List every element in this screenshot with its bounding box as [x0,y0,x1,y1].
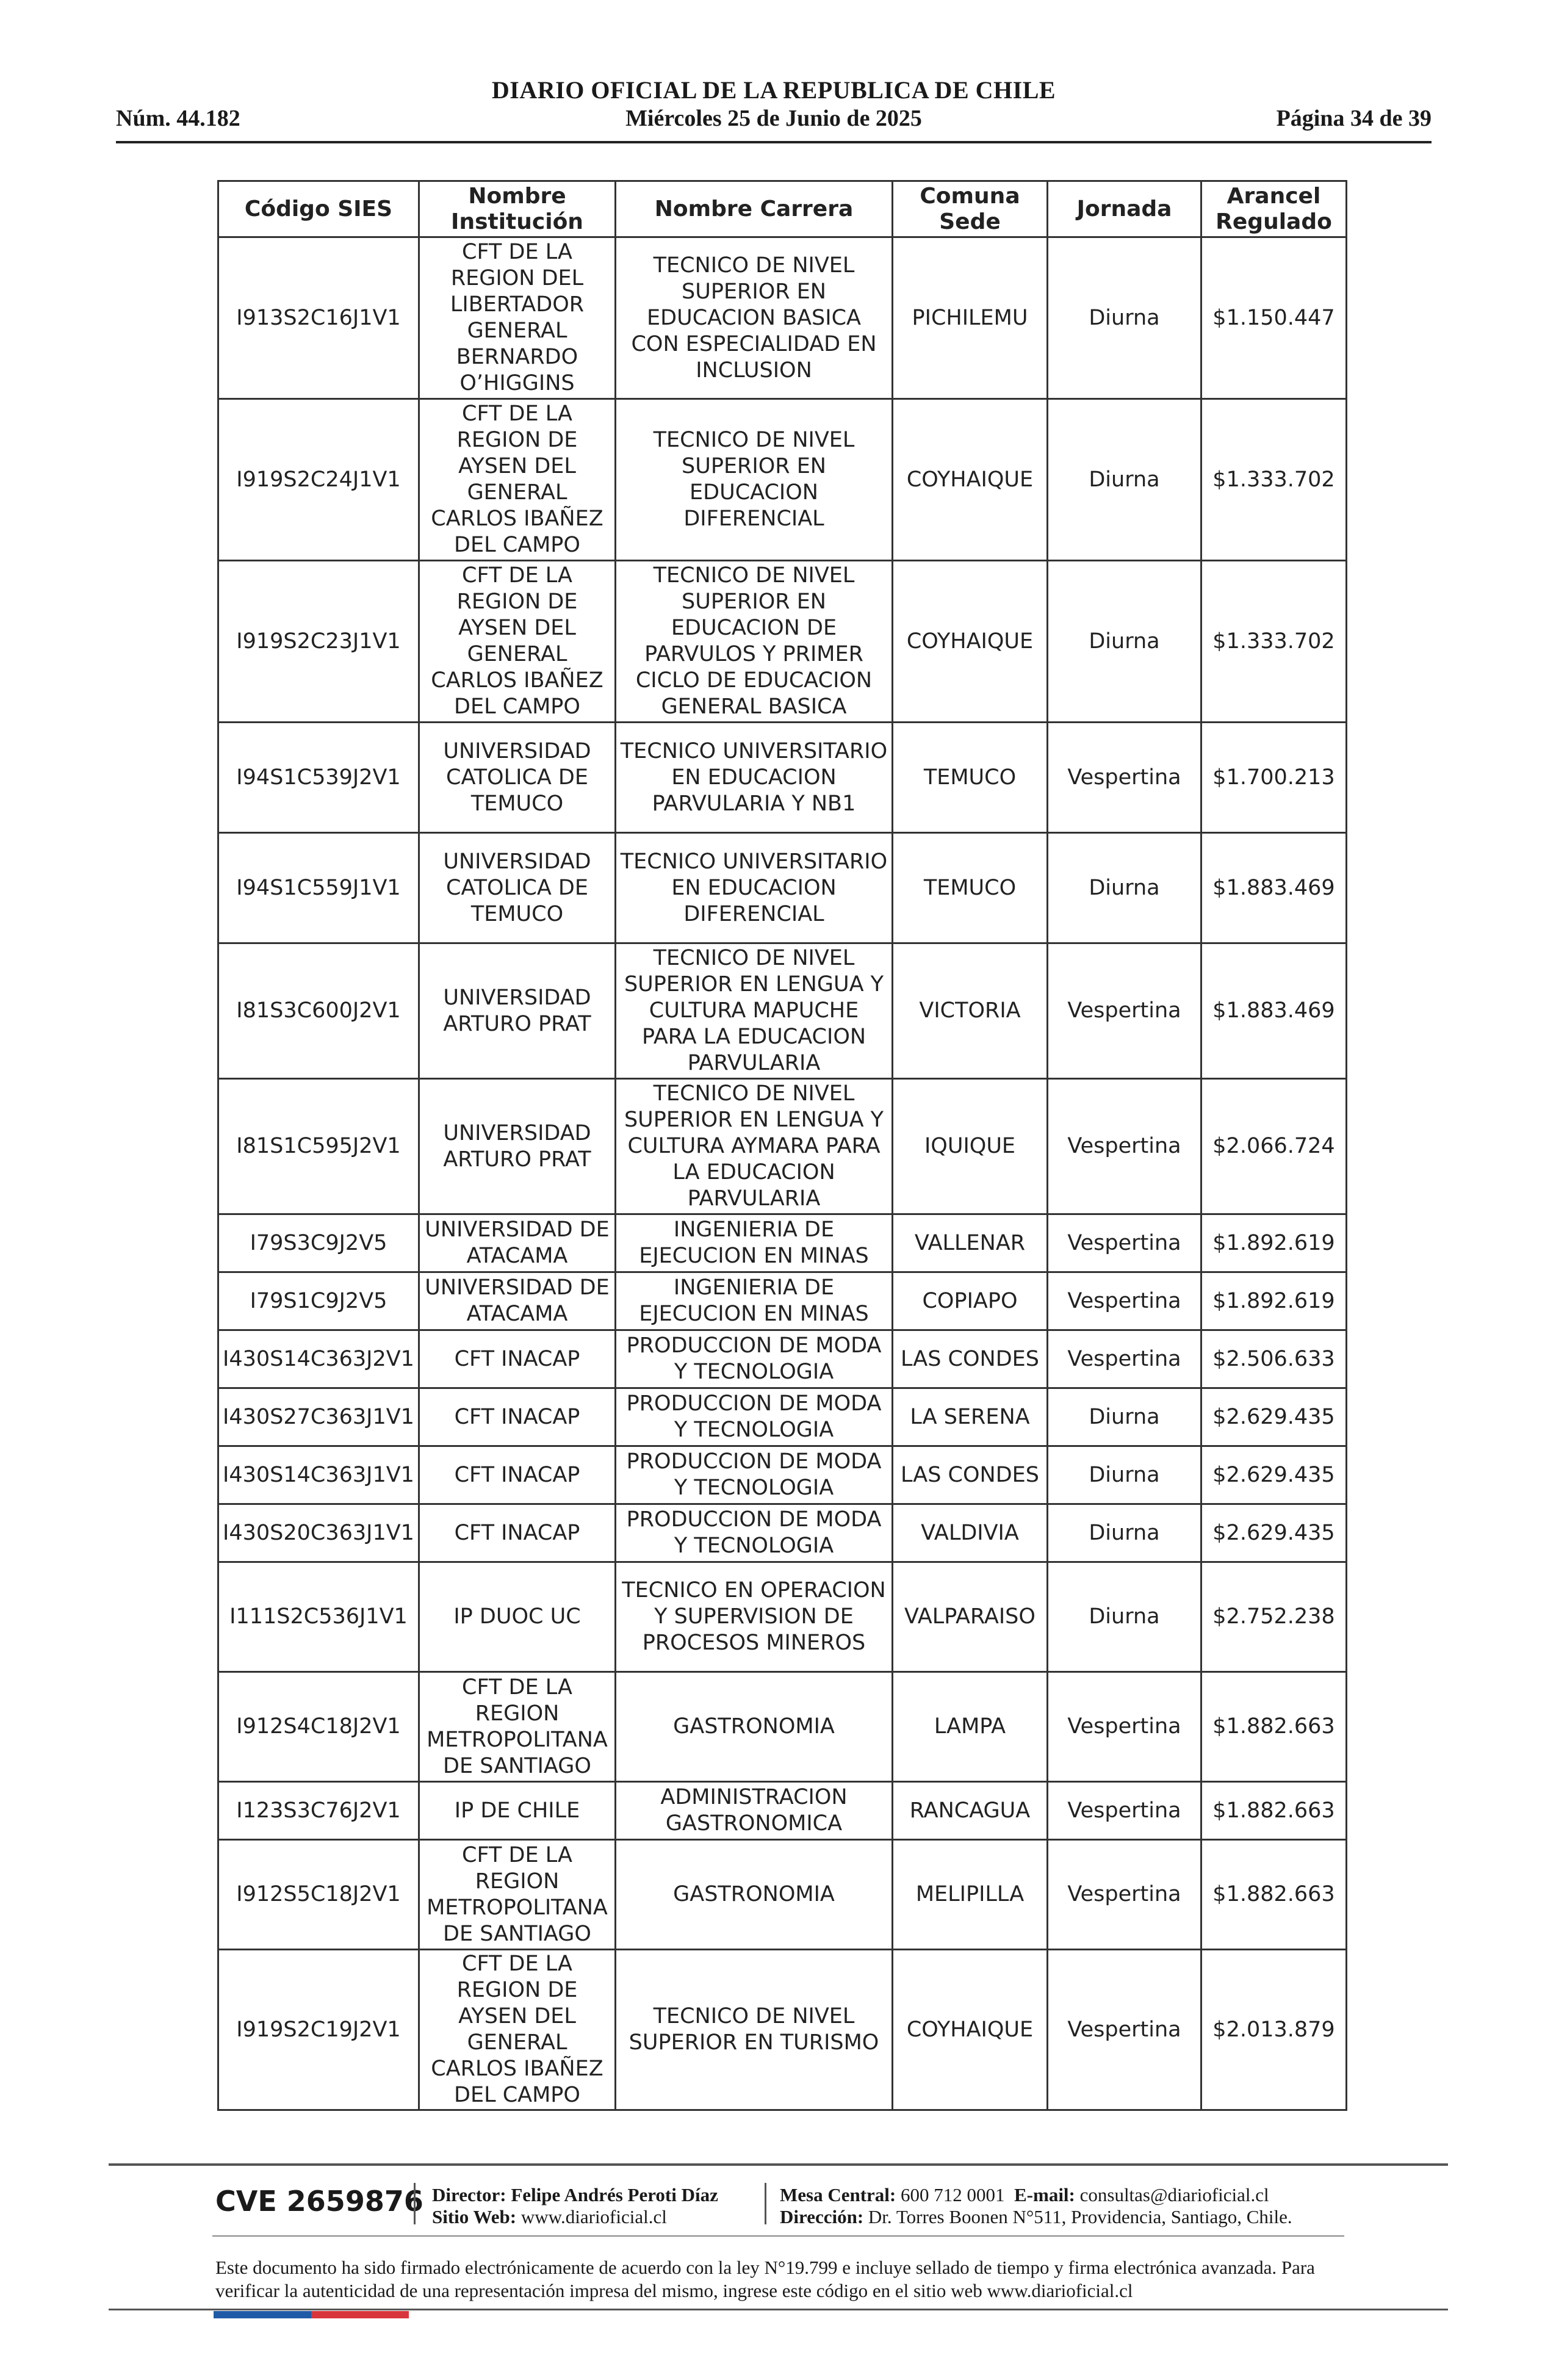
table-row [218,561,1347,723]
cell-institucion: CFT DE LA REGION DE AYSEN DEL GENERAL CARLOS IBAÑEZ DEL CAMPO [419,1950,616,2110]
cell-institucion: UNIVERSIDAD CATOLICA DE TEMUCO [419,723,616,833]
cell-carrera: TECNICO DE NIVEL SUPERIOR EN LENGUA Y CULTURA MAPUCHE PARA LA EDUCACION PARVULARIA [616,943,893,1079]
header-comuna: Comuna Sede [893,181,1048,237]
cell-jornada: Diurna [1048,237,1201,399]
newspaper-title: DIARIO OFICIAL DE LA REPUBLICA DE CHILE [491,76,1056,104]
table-row [218,723,1347,833]
cell-arancel: $1.333.702 [1201,561,1347,723]
flag-bar-red [311,2311,409,2318]
cell-jornada: Vespertina [1048,1782,1201,1840]
cell-codigo: I79S3C9J2V5 [218,1214,419,1272]
cell-codigo: I919S2C19J2V1 [218,1950,419,2110]
table-row [218,1330,1347,1388]
header-jornada: Jornada [1048,181,1201,237]
cell-institucion: CFT INACAP [419,1446,616,1504]
cell-arancel: $1.883.469 [1201,833,1347,943]
cell-institucion: CFT DE LA REGION DE AYSEN DEL GENERAL CARLOS IBAÑEZ DEL CAMPO [419,561,616,723]
cell-institucion: IP DUOC UC [419,1562,616,1672]
cell-codigo: I81S1C595J2V1 [218,1079,419,1214]
header-divider [116,141,1432,143]
footer-contact-block [780,2184,1292,2228]
cell-jornada: Diurna [1048,1562,1201,1672]
page-number: Página 34 de 39 [1276,106,1432,131]
cell-codigo: I123S3C76J2V1 [218,1782,419,1840]
footer-divider-mid [212,2235,1344,2237]
table-row [218,1562,1347,1672]
cell-institucion: CFT DE LA REGION DE AYSEN DEL GENERAL CARLOS IBAÑEZ DEL CAMPO [419,399,616,561]
cell-comuna: COYHAIQUE [893,399,1048,561]
mesa-label: Mesa Central: [780,2184,896,2205]
cell-codigo: I919S2C23J1V1 [218,561,419,723]
cell-comuna: RANCAGUA [893,1782,1048,1840]
email-link[interactable]: consultas@diarioficial.cl [1079,2184,1269,2205]
mesa-phone: 600 712 0001 [901,2184,1005,2205]
cell-jornada: Diurna [1048,1388,1201,1446]
cell-carrera: GASTRONOMIA [616,1672,893,1782]
cell-institucion: CFT INACAP [419,1504,616,1562]
cell-carrera: TECNICO DE NIVEL SUPERIOR EN EDUCACION BASICA CON ESPECIALIDAD EN INCLUSION [616,237,893,399]
address-label: Dirección: [780,2206,864,2227]
cell-arancel: $1.150.447 [1201,237,1347,399]
cell-codigo: I94S1C539J2V1 [218,723,419,833]
cell-comuna: MELIPILLA [893,1840,1048,1950]
cell-arancel: $1.882.663 [1201,1782,1347,1840]
issue-date: Miércoles 25 de Junio de 2025 [625,106,922,131]
cell-carrera: ADMINISTRACION GASTRONOMICA [616,1782,893,1840]
cell-arancel: $1.700.213 [1201,723,1347,833]
director-name: Felipe Andrés Peroti Díaz [511,2184,718,2205]
cell-carrera: PRODUCCION DE MODA Y TECNOLOGIA [616,1504,893,1562]
tuition-table [217,180,1347,2111]
cell-institucion: UNIVERSIDAD DE ATACAMA [419,1272,616,1330]
table-row [218,1079,1347,1214]
website-label: Sitio Web: [432,2206,517,2227]
cell-comuna: VALPARAISO [893,1562,1048,1672]
cell-jornada: Vespertina [1048,1272,1201,1330]
header-arancel: Arancel Regulado [1201,181,1347,237]
cell-jornada: Vespertina [1048,1079,1201,1214]
cell-codigo: I912S4C18J2V1 [218,1672,419,1782]
cell-institucion: UNIVERSIDAD ARTURO PRAT [419,943,616,1079]
page-footer [109,2163,1448,2310]
cell-comuna: LAS CONDES [893,1446,1048,1504]
cell-codigo: I94S1C559J1V1 [218,833,419,943]
table-row [218,1950,1347,2110]
cell-arancel: $2.629.435 [1201,1446,1347,1504]
table-header-row [218,181,1347,237]
cell-comuna: LA SERENA [893,1388,1048,1446]
cell-jornada: Diurna [1048,1504,1201,1562]
cell-jornada: Vespertina [1048,1330,1201,1388]
cell-comuna: COPIAPO [893,1272,1048,1330]
cell-jornada: Diurna [1048,399,1201,561]
cell-arancel: $2.629.435 [1201,1388,1347,1446]
cell-arancel: $1.892.619 [1201,1272,1347,1330]
cell-jornada: Vespertina [1048,1672,1201,1782]
footer-separator [414,2183,416,2224]
cell-carrera: TECNICO UNIVERSITARIO EN EDUCACION PARVULARIA Y NB1 [616,723,893,833]
table-row [218,237,1347,399]
cell-jornada: Vespertina [1048,1214,1201,1272]
cell-comuna: LAS CONDES [893,1330,1048,1388]
cell-carrera: GASTRONOMIA [616,1840,893,1950]
table-row [218,1782,1347,1840]
cell-institucion: UNIVERSIDAD ARTURO PRAT [419,1079,616,1214]
cell-comuna: VALDIVIA [893,1504,1048,1562]
table-row [218,1840,1347,1950]
page-header [116,73,1432,143]
header-carrera: Nombre Carrera [616,181,893,237]
director-label: Director: [432,2184,506,2205]
cell-institucion: UNIVERSIDAD DE ATACAMA [419,1214,616,1272]
cell-codigo: I430S27C363J1V1 [218,1388,419,1446]
address-text: Dr. Torres Boonen N°511, Providencia, Santiago, Chile. [868,2206,1292,2227]
cell-comuna: TEMUCO [893,833,1048,943]
cell-carrera: PRODUCCION DE MODA Y TECNOLOGIA [616,1388,893,1446]
flag-bar-blue [214,2311,311,2318]
cell-comuna: PICHILEMU [893,237,1048,399]
table-row [218,833,1347,943]
cell-carrera: TECNICO DE NIVEL SUPERIOR EN TURISMO [616,1950,893,2110]
cell-jornada: Vespertina [1048,723,1201,833]
cell-jornada: Vespertina [1048,1840,1201,1950]
issue-number: Núm. 44.182 [116,106,240,131]
cell-institucion: CFT INACAP [419,1388,616,1446]
cell-arancel: $2.506.633 [1201,1330,1347,1388]
cell-jornada: Vespertina [1048,943,1201,1079]
cell-comuna: LAMPA [893,1672,1048,1782]
cell-institucion: CFT DE LA REGION DEL LIBERTADOR GENERAL BERNARDO O’HIGGINS [419,237,616,399]
cell-codigo: I430S14C363J2V1 [218,1330,419,1388]
cell-comuna: COYHAIQUE [893,561,1048,723]
cell-arancel: $1.333.702 [1201,399,1347,561]
cell-carrera: TECNICO DE NIVEL SUPERIOR EN EDUCACION DIFERENCIAL [616,399,893,561]
table-row [218,1446,1347,1504]
cell-codigo: I430S14C363J1V1 [218,1446,419,1504]
cell-comuna: VICTORIA [893,943,1048,1079]
cell-carrera: TECNICO UNIVERSITARIO EN EDUCACION DIFERENCIAL [616,833,893,943]
table-row [218,1272,1347,1330]
cell-carrera: INGENIERIA DE EJECUCION EN MINAS [616,1214,893,1272]
cell-arancel: $2.629.435 [1201,1504,1347,1562]
cell-carrera: TECNICO DE NIVEL SUPERIOR EN EDUCACION DE PARVULOS Y PRIMER CICLO DE EDUCACION GENERAL BASICA [616,561,893,723]
cell-codigo: I913S2C16J1V1 [218,237,419,399]
footer-divider-bottom [109,2309,1448,2310]
cell-comuna: VALLENAR [893,1214,1048,1272]
cve-code: CVE 2659876 [215,2185,423,2218]
cell-arancel: $2.752.238 [1201,1562,1347,1672]
cell-arancel: $1.882.663 [1201,1672,1347,1782]
email-label: E-mail: [1014,2184,1075,2205]
cell-carrera: TECNICO DE NIVEL SUPERIOR EN LENGUA Y CULTURA AYMARA PARA LA EDUCACION PARVULARIA [616,1079,893,1214]
table-row [218,1388,1347,1446]
cell-codigo: I430S20C363J1V1 [218,1504,419,1562]
cell-carrera: PRODUCCION DE MODA Y TECNOLOGIA [616,1446,893,1504]
cell-comuna: TEMUCO [893,723,1048,833]
cell-comuna: IQUIQUE [893,1079,1048,1214]
table-row [218,1504,1347,1562]
cell-carrera: INGENIERIA DE EJECUCION EN MINAS [616,1272,893,1330]
cell-codigo: I111S2C536J1V1 [218,1562,419,1672]
cell-codigo: I79S1C9J2V5 [218,1272,419,1330]
cell-codigo: I919S2C24J1V1 [218,399,419,561]
cell-jornada: Vespertina [1048,1950,1201,2110]
table-row [218,1672,1347,1782]
table-row [218,399,1347,561]
header-codigo: Código SIES [218,181,419,237]
cell-codigo: I912S5C18J2V1 [218,1840,419,1950]
cell-codigo: I81S3C600J2V1 [218,943,419,1079]
footer-separator [765,2183,766,2224]
cell-arancel: $1.883.469 [1201,943,1347,1079]
cell-institucion: UNIVERSIDAD CATOLICA DE TEMUCO [419,833,616,943]
table-row [218,1214,1347,1272]
cell-jornada: Diurna [1048,833,1201,943]
cell-carrera: PRODUCCION DE MODA Y TECNOLOGIA [616,1330,893,1388]
cell-institucion: CFT DE LA REGION METROPOLITANA DE SANTIAGO [419,1672,616,1782]
cell-arancel: $2.066.724 [1201,1079,1347,1214]
cell-jornada: Diurna [1048,1446,1201,1504]
cell-arancel: $1.882.663 [1201,1840,1347,1950]
website-link[interactable]: www.diarioficial.cl [520,2206,667,2227]
footer-divider-top [109,2163,1448,2166]
cell-carrera: TECNICO EN OPERACION Y SUPERVISION DE PROCESOS MINEROS [616,1562,893,1672]
cell-institucion: IP DE CHILE [419,1782,616,1840]
tuition-table-wrapper [217,180,1347,2111]
table-body [218,237,1347,2110]
footer-director-block [432,2184,718,2228]
table-row [218,943,1347,1079]
cell-jornada: Diurna [1048,561,1201,723]
header-institucion: Nombre Institución [419,181,616,237]
cell-arancel: $1.892.619 [1201,1214,1347,1272]
cell-comuna: COYHAIQUE [893,1950,1048,2110]
cell-institucion: CFT DE LA REGION METROPOLITANA DE SANTIAGO [419,1840,616,1950]
cell-arancel: $2.013.879 [1201,1950,1347,2110]
cell-institucion: CFT INACAP [419,1330,616,1388]
signature-notice: Este documento ha sido firmado electrónicamente de acuerdo con la ley N°19.799 e incluye sellado de tiempo y firma electrónica avanzada. Para verificar la autenticidad de una representación impresa del mismo, ingrese este código en el sitio web www.diarioficial.cl [215,2257,1315,2301]
